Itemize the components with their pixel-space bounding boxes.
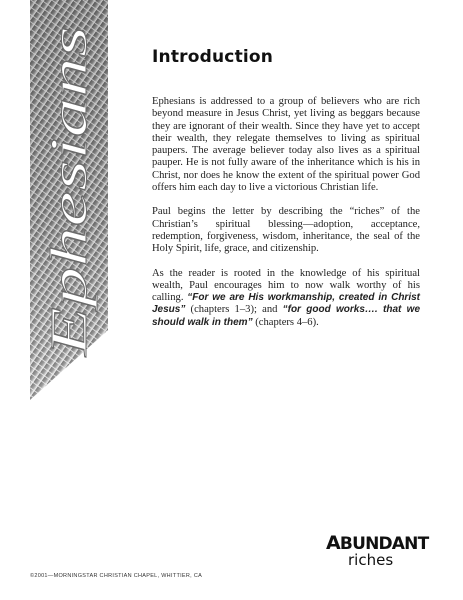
paragraph-1: Ephesians is addressed to a group of believers who are rich beyond measure in Jesus Christ, yet living as beggars because they are ignorant of their wealth. Since they have yet to accept their wealth, they relegate themselves to living as spiritual paupers. The average believer today also lives as a spiritual pauper. He is not fully aware of the inheritance which is his in Christ, nor does he know the extent of the spiritual power God offers him each day to live a victorious Christian life. xyxy=(152,96,420,194)
banner-title: Ephesians xyxy=(41,142,98,356)
brand-initial: A xyxy=(326,532,340,554)
page-title: Introduction xyxy=(152,47,274,67)
chapter-reference-1: (chapters 1–3); and xyxy=(185,304,283,316)
copyright-footer: ©2001—MORNINGSTAR CHRISTIAN CHAPEL, WHITTIER, CA xyxy=(30,573,203,579)
scripture-quote-2: “for good works…. that we should walk in them” xyxy=(152,304,420,328)
brand-word: BUNDANT xyxy=(339,534,429,554)
scripture-quote-1: “For we are His workmanship, created in Christ Jesus” xyxy=(152,292,420,316)
side-banner-graphic xyxy=(30,0,108,400)
side-banner xyxy=(30,0,108,400)
body-text xyxy=(152,96,420,341)
paragraph-3 xyxy=(152,268,420,329)
brand-line-2: riches xyxy=(348,551,394,569)
paragraph-3-intro: As the reader is rooted in the knowledge of his spiritual wealth, Paul encourages him to now walk worthy of his calling. xyxy=(152,267,420,304)
brand-logo xyxy=(326,532,429,569)
paragraph-2: Paul begins the letter by describing the “riches” of the Christian’s spiritual blessing—adoption, acceptance, redemption, forgiveness, wisdom, inheritance, the seal of the Holy Spirit, life, grace, and citizenship. xyxy=(152,206,420,255)
chapter-reference-2: (chapters 4–6). xyxy=(252,316,319,328)
